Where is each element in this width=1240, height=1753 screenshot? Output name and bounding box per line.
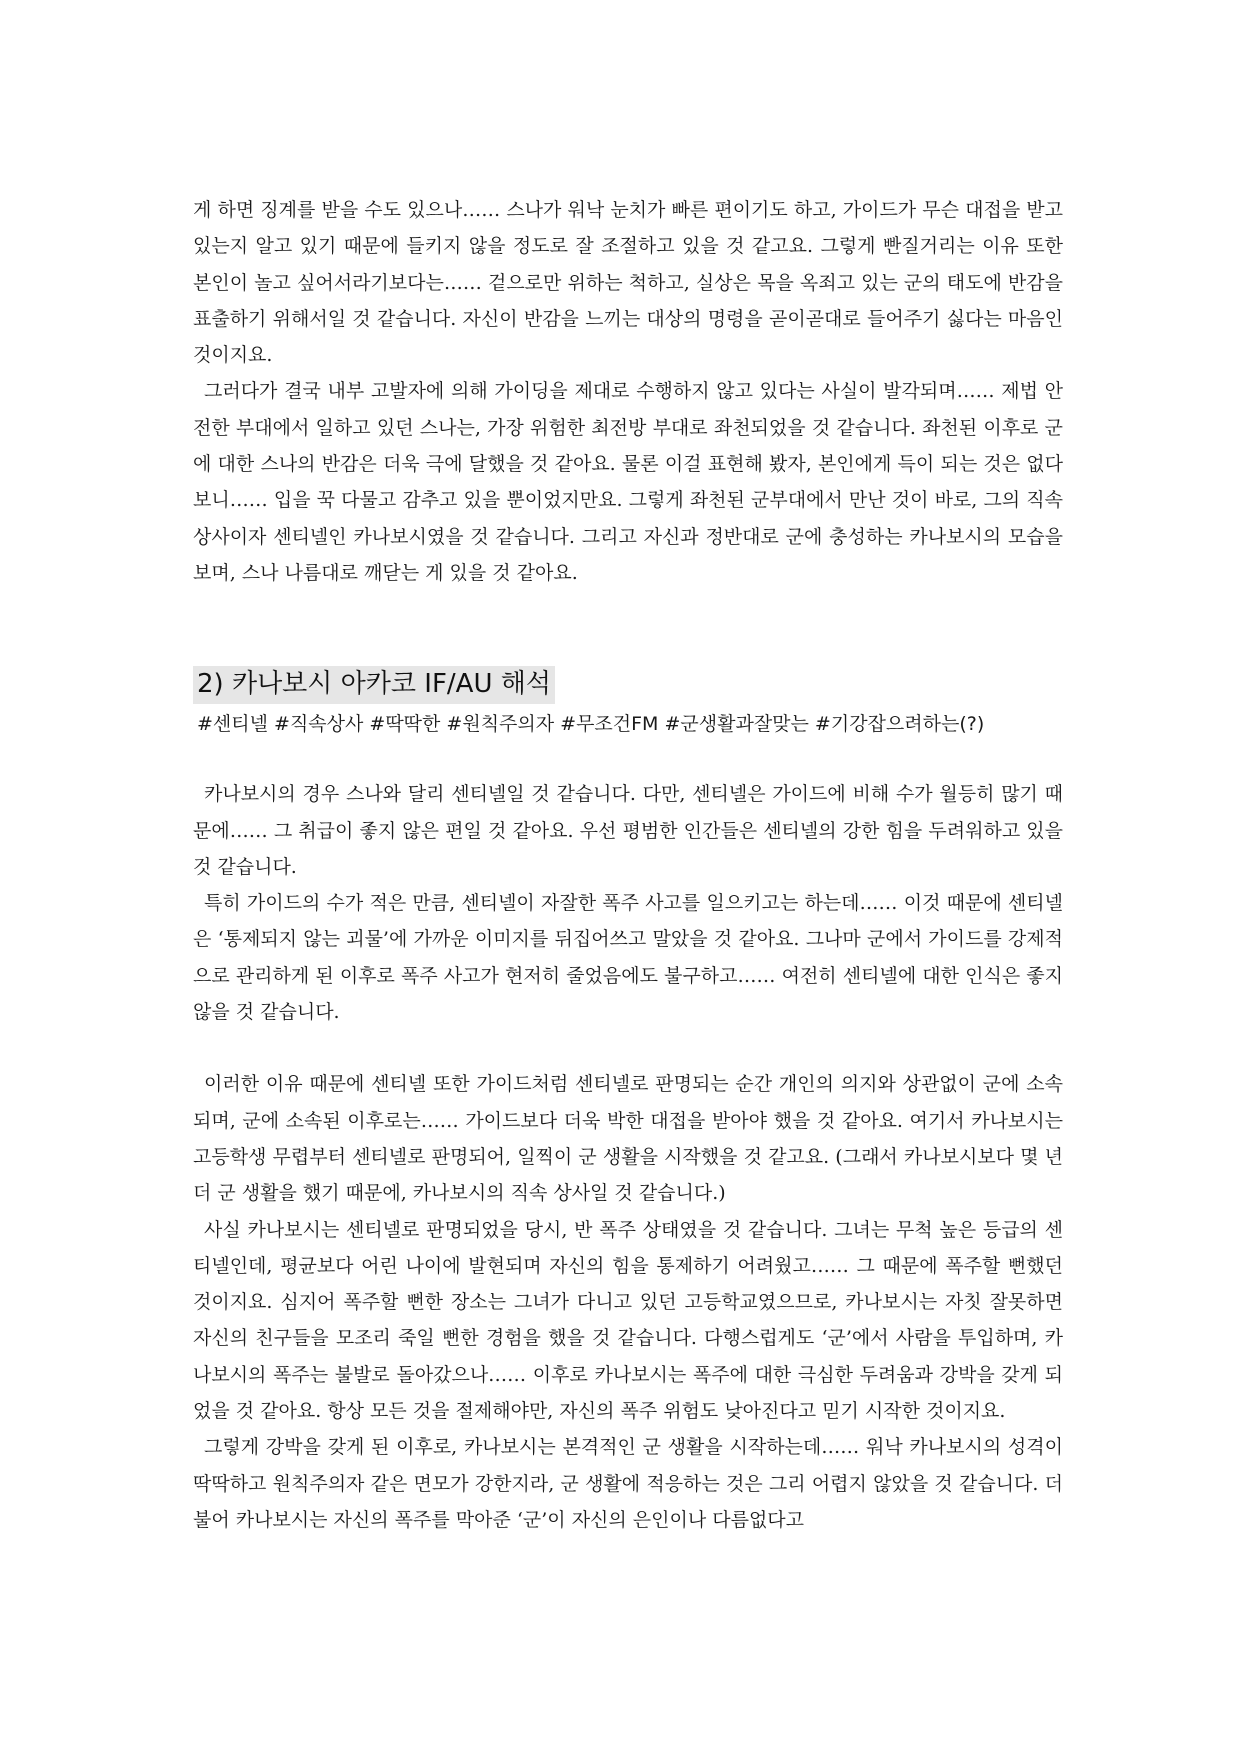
blank-line <box>193 1030 1063 1066</box>
paragraph: 그렇게 강박을 갖게 된 이후로, 카나보시는 본격적인 군 생활을 시작하는데…… 워낙 카나보시의 성격이 딱딱하고 원칙주의자 같은 면모가 강한지라, 군 생활에 적응하는 것은 그리 어렵지 않았을 것 같습니다. 더불어 카나보시는 자신의 폭주를 막아준 ‘군’이 자신의 은인이나 다름없다고 <box>193 1436 1063 1531</box>
paragraph: 사실 카나보시는 센티넬로 판명되었을 당시, 반 폭주 상태였을 것 같습니다. 그녀는 무척 높은 등급의 센티넬인데, 평균보다 어린 나이에 발현되며 자신의 힘을 통제하기 어려웠고…… 그 때문에 폭주할 뻔했던 것이지요. 심지어 폭주할 뻔한 장소는 그녀가 다니고 있던 고등학교였으므로, 카나보시는 자칫 잘못하면 자신의 친구들을 모조리 죽일 뻔한 경험을 했을 것 같습니다. 다행스럽게도 ‘군’에서 사람을 투입하며, 카나보시의 폭주는 불발로 돌아갔으나…… 이후로 카나보시는 폭주에 대한 극심한 두려움과 강박을 갖게 되었을 것 같아요. 항상 모든 것을 절제해야만, 자신의 폭주 위험도 낮아진다고 믿기 시작한 것이지요. <box>193 1218 1063 1423</box>
paragraph: 카나보시의 경우 스나와 달리 센티넬일 것 같습니다. 다만, 센티넬은 가이드에 비해 수가 월등히 많기 때문에…… 그 취급이 좋지 않은 편일 것 같아요. 우선 평범한 인간들은 센티넬의 강한 힘을 두려워하고 있을 것 같습니다. <box>193 783 1063 878</box>
paragraph: 게 하면 징계를 받을 수도 있으나…… 스나가 워낙 눈치가 빠른 편이기도 하고, 가이드가 무슨 대접을 받고 있는지 알고 있기 때문에 들키지 않을 정도로 잘 조절하고 있을 것 같고요. 그렇게 빤질거리는 이유 또한 본인이 놀고 싶어서라기보다는…… 겉으로만 위하는 척하고, 실상은 목을 옥죄고 있는 군의 태도에 반감을 표출하기 위해서일 것 같습니다. 자신이 반감을 느끼는 대상의 명령을 곧이곧대로 들어주기 싫다는 마음인 것이지요. <box>193 199 1063 367</box>
page-content <box>193 192 1063 1538</box>
paragraph: 그러다가 결국 내부 고발자에 의해 가이딩을 제대로 수행하지 않고 있다는 사실이 발각되며…… 제법 안전한 부대에서 일하고 있던 스나는, 가장 위험한 최전방 부대로 좌천되었을 것 같습니다. 좌천된 이후로 군에 대한 스나의 반감은 더욱 극에 달했을 것 같아요. 물론 이걸 표현해 봤자, 본인에게 득이 되는 것은 없다 보니…… 입을 꾹 다물고 감추고 있을 뿐이었지만요. 그렇게 좌천된 군부대에서 만난 것이 바로, 그의 직속 상사이자 센티넬인 카나보시였을 것 같습니다. 그리고 자신과 정반대로 군에 충성하는 카나보시의 모습을 보며, 스나 나름대로 깨닫는 게 있을 것 같아요. <box>193 380 1063 584</box>
paragraph: 이러한 이유 때문에 센티넬 또한 가이드처럼 센티넬로 판명되는 순간 개인의 의지와 상관없이 군에 소속되며, 군에 소속된 이후로는…… 가이드보다 더욱 박한 대접을 받아야 했을 것 같아요. 여기서 카나보시는 고등학생 무렵부터 센티넬로 판명되어, 일찍이 군 생활을 시작했을 것 같고요. (그래서 카나보시보다 몇 년 더 군 생활을 했기 때문에, 카나보시의 직속 상사일 것 같습니다.) <box>193 1073 1063 1205</box>
paragraph: 특히 가이드의 수가 적은 만큼, 센티넬이 자잘한 폭주 사고를 일으키고는 하는데…… 이것 때문에 센티넬은 ‘통제되지 않는 괴물’에 가까운 이미지를 뒤집어쓰고 말았을 것 같아요. 그나마 군에서 가이드를 강제적으로 관리하게 된 이후로 폭주 사고가 현저히 줄었음에도 불구하고…… 여전히 센티넬에 대한 인식은 좋지 않을 것 같습니다. <box>193 892 1063 1024</box>
blank-line <box>193 740 1063 776</box>
hashtag-line: #센티넬 #직속상사 #딱딱한 #원칙주의자 #무조건FM #군생활과잘맞는 #기강잡으려하는(?) <box>197 713 985 736</box>
section-heading: 2) 카나보시 아카코 IF/AU 해석 <box>193 666 555 704</box>
section-spacer <box>193 591 1063 666</box>
